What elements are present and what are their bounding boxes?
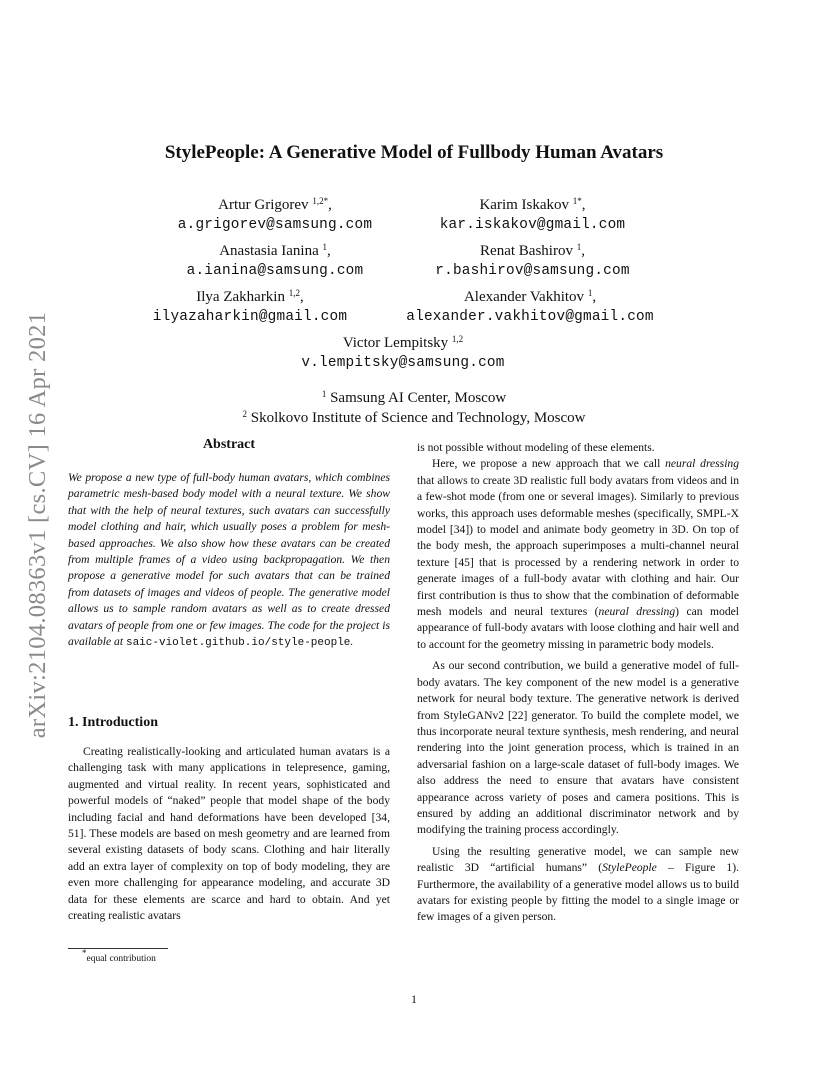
project-link[interactable]: saic-violet.github.io/style-people (125, 637, 351, 650)
paragraph: is not possible without modeling of these elements. (417, 441, 655, 454)
abstract-heading: Abstract (202, 437, 256, 452)
intro-paragraph: Creating realistically-looking and articulated human avatars is a challenging task with many applications in telepresence, gaming, augmented and virtual reality. In recent years, sophisticated and powerful models of “naked” people that model shape of the body including facial and hand deformations have been developed [34, 51]. These models are based on mesh geometry and are learned from several existing datasets of body scans. Clothing and hair literally add an extra layer of complexity on top of body modeling, they are even more challenging for appearance modeling, and accurate 3D data for these elements are scarce and hard to obtain. And yet creating realistic avatars (68, 745, 390, 923)
paragraph: As our second contribution, we build a generative model of full-body avatars. The key component of the new model is a generative network for neural body texture. The generative network is derived from StyleGANv2 [22] generator. To build the complete model, we thus incorporate neural texture synthesis, mesh rendering, and neural rendering into the joint generation process, which is trained in an adversarial fashion on a large-scale dataset of full-body images. We also address the need to ensure that avatars have consistent appearance across variety of poses and camera positions. This is ensured by adding an additional discriminator network and by modifying the training process accordingly. (417, 659, 739, 837)
author-name: Alexander Vakhitov (463, 289, 585, 305)
author-name: Victor Lempitsky (342, 335, 449, 351)
page-number: 1 (411, 992, 417, 1006)
paragraph: Here, we propose a new approach that we call neural dressing that allows to create 3D realistic full body avatars from videos and in a few-shot mode (from one or several images). Similarly to previous works, this approach uses deformable meshes (specifically, SMPL-X model [34]) to model and animate body geometry in 3D. On top of the body mesh, the approach superimposes a multi-channel neural texture [45] that is processed by a rendering network in order to generate images of a full-body avatar with clothing and hair. Our first contribution is thus to show that the combination of deformable mesh models and neural textures (neural dressing) can model appearance of full-body avatars with loose clothing and hair well and to account for the geometry missing in parametric body models. (417, 457, 740, 651)
right-column (417, 440, 739, 926)
author-name: Ilya Zakharkin (196, 289, 285, 305)
author-email: alexander.vakhitov@gmail.com (406, 309, 654, 325)
section-heading: 1. Introduction (68, 715, 158, 730)
author-email: a.ianina@samsung.com (186, 263, 364, 279)
affiliation: $^2$ Skolkovo Institute of Science and Technology, Moscow (242, 409, 586, 426)
arxiv-identifier (21, 290, 55, 760)
author-name: Anastasia Ianina (219, 243, 319, 259)
author-email: v.lempitsky@samsung.com (301, 355, 505, 371)
author-name: Artur Grigorev (218, 197, 309, 213)
author-block: Alexander Vakhitov $^1$, alexander.vakhitov@gmail.com (380, 288, 680, 328)
author-block: Ilya Zakharkin $^{1,2}$, ilyazaharkin@gmail.com (125, 288, 375, 328)
arxiv-id-text: arXiv:2104.08363v1 [cs.CV] 16 Apr 2021 (24, 311, 51, 739)
author-block: Renat Bashirov $^1$, r.bashirov@samsung.com (400, 242, 665, 282)
author-email: r.bashirov@samsung.com (435, 263, 630, 279)
affiliation: $^1$ Samsung AI Center, Moscow (321, 389, 507, 406)
author-block: Artur Grigorev $^{1,2*}$, a.grigorev@samsung.com (150, 196, 400, 236)
author-block: Anastasia Ianina $^1$, a.ianina@samsung.com (150, 242, 400, 282)
abstract-body: We propose a new type of full-body human avatars, which combines parametric mesh-based body model with a neural texture. We show that with the help of neural textures, such avatars can successfully model clothing and hair, which usually poses a problem for mesh-based approaches. We also show how these avatars can be created from multiple frames of a video using backpropagation. We then propose a generative model for such avatars that can be trained from datasets of images and videos of people. The generative model allows us to sample random avatars as well as to create dressed avatars of people from one or few images. The code for the project is available at saic-violet.github.io/style-people. (68, 471, 390, 650)
author-email: a.grigorev@samsung.com (177, 217, 373, 233)
author-name: Renat Bashirov (480, 243, 573, 259)
author-email: ilyazaharkin@gmail.com (152, 309, 348, 325)
footnote: *equal contribution (82, 948, 156, 964)
author-name: Karim Iskakov (479, 197, 570, 213)
author-block: Karim Iskakov $^{1*}$, kar.iskakov@gmail.com (400, 196, 665, 236)
paragraph: Using the resulting generative model, we can sample new realistic 3D “artificial humans” (StylePeople – Figure 1). Furthermore, the availability of a generative model allows us to build avatars for existing people by fitting the model to a single image or few images of a given person. (417, 844, 739, 924)
author-block: Victor Lempitsky $^{1,2}$ v.lempitsky@samsung.com (278, 334, 528, 374)
author-email: kar.iskakov@gmail.com (439, 217, 626, 233)
paper-title: StylePeople: A Generative Model of Fullbody Human Avatars (164, 142, 664, 163)
